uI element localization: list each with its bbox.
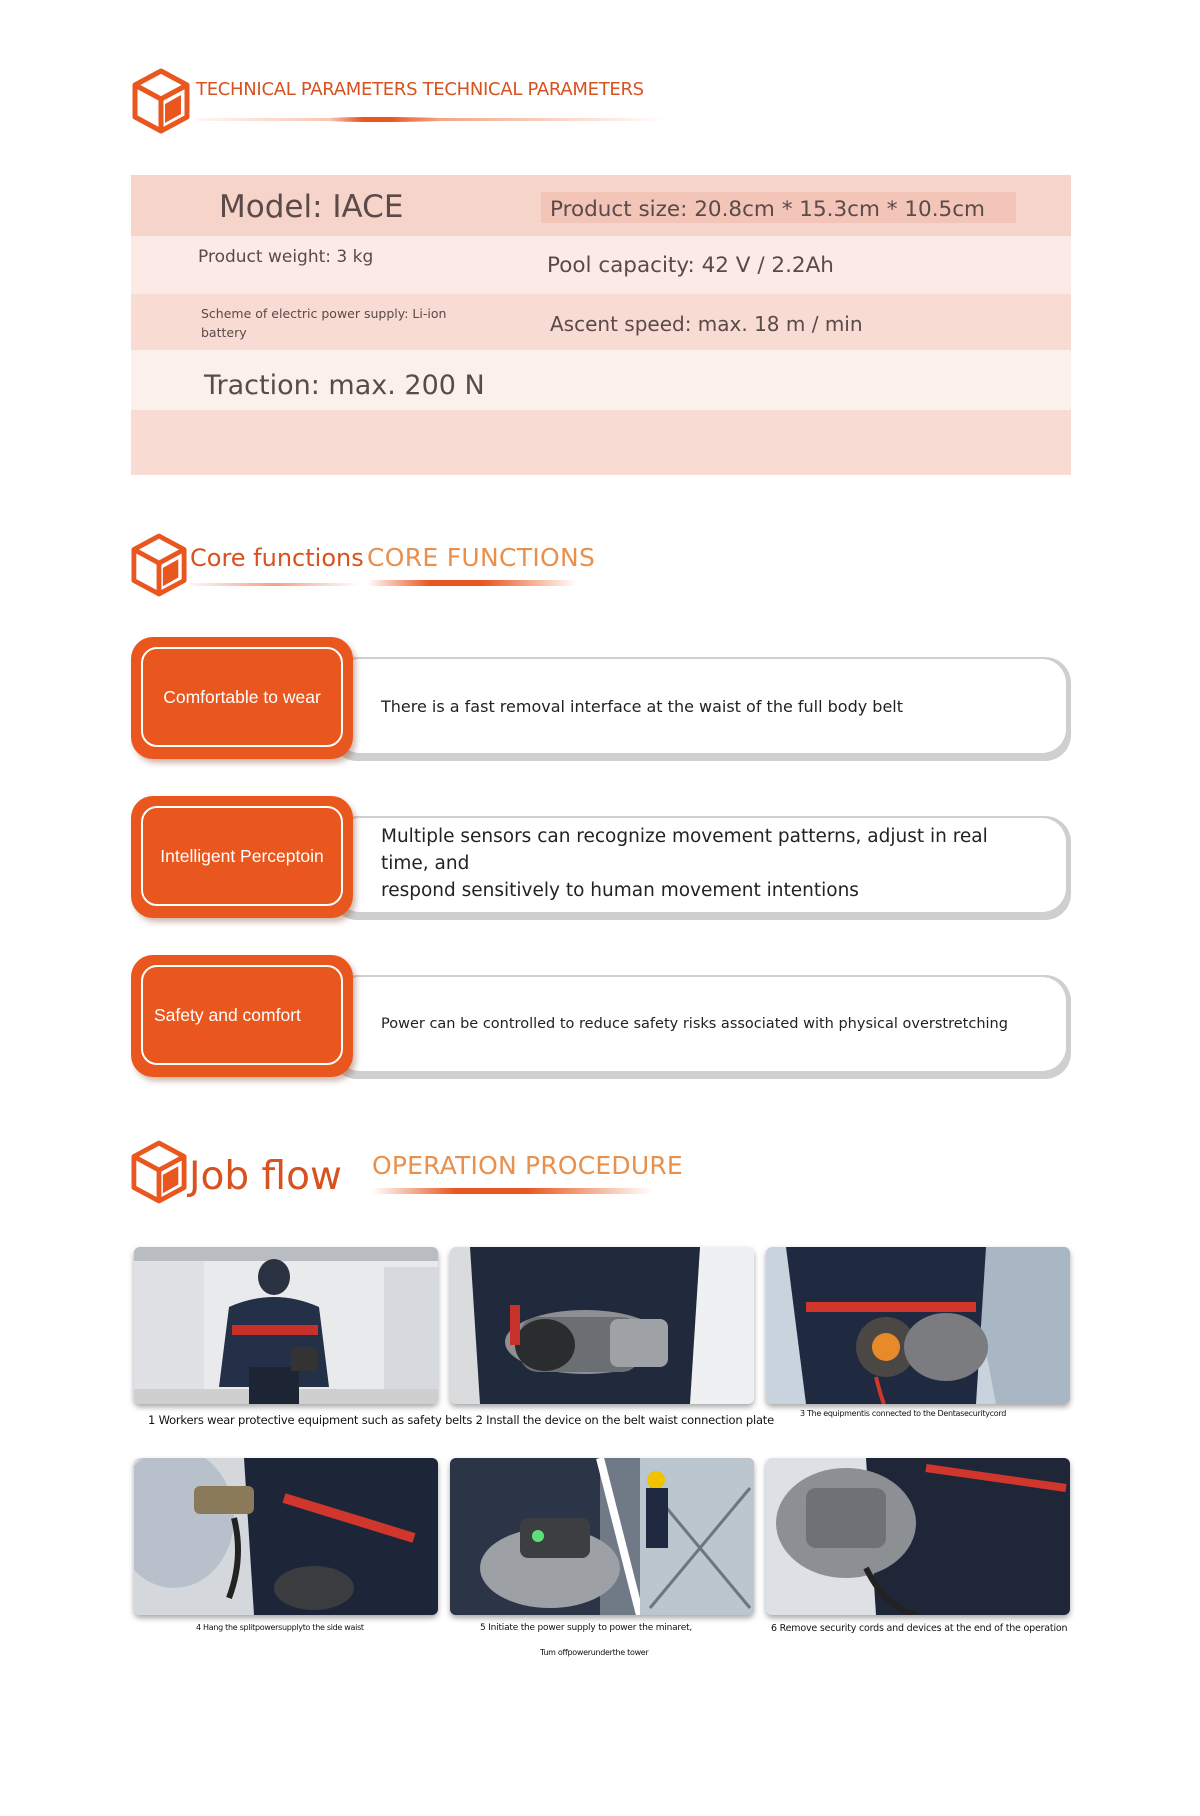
step-4-caption: 4 Hang the splitpowersupplyto the side waist <box>196 1623 364 1632</box>
section-subtitle-core: CORE FUNCTIONS <box>367 543 596 572</box>
model-value: Model: IACE <box>219 189 404 225</box>
product-size-value: Product size: 20.8cm * 15.3cm * 10.5cm <box>550 197 985 222</box>
pool-capacity-value: Pool capacity: 42 V / 2.2Ah <box>547 253 834 278</box>
core-function-badge <box>131 955 353 1077</box>
cube-logo-icon <box>132 68 190 134</box>
section-title-technical: TECHNICAL PARAMETERS TECHNICAL PARAMETERS <box>196 79 644 100</box>
step-3-photo <box>766 1247 1070 1404</box>
ascent-speed-value: Ascent speed: max. 18 m / min <box>550 312 863 336</box>
core-function-label: Intelligent Perceptoin <box>141 806 343 906</box>
step-5-caption: 5 Initiate the power supply to power the minaret, <box>480 1623 693 1633</box>
core-function-label: Comfortable to wear <box>141 647 343 747</box>
core-function-description: There is a fast removal interface at the waist of the full body belt <box>381 696 904 716</box>
core-function-label: Safety and comfort <box>141 965 343 1065</box>
core-function-badge <box>131 796 353 918</box>
core-function-card <box>131 955 1071 1079</box>
step-1-photo <box>134 1247 438 1404</box>
step-3-caption: 3 The equipmentis connected to the Dentasecuritycord <box>800 1409 1007 1418</box>
traction-value: Traction: max. 200 N <box>204 370 485 401</box>
tech-row <box>131 410 1071 475</box>
core-function-description: Power can be controlled to reduce safety risks associated with physical overstretching <box>381 1016 1008 1032</box>
core-function-badge <box>131 637 353 759</box>
section-underline-accent <box>367 580 577 586</box>
section-underline-accent <box>372 1188 652 1194</box>
core-function-card <box>131 796 1071 920</box>
cube-logo-icon <box>131 532 187 598</box>
step-4-photo <box>134 1458 438 1615</box>
tech-parameters-table <box>131 175 1071 475</box>
step-5-photo <box>450 1458 754 1615</box>
product-weight-value: Product weight: 3 kg <box>198 247 374 267</box>
core-function-description: Multiple sensors can recognize movement patterns, adjust in real time, and respond sensitively to human movement intentions <box>381 825 988 901</box>
core-function-card <box>131 637 1071 761</box>
section-title-job: Job flow <box>189 1154 342 1199</box>
step-6-caption: 6 Remove security cords and devices at the end of the operation <box>771 1623 1068 1634</box>
step-6-photo <box>766 1458 1070 1615</box>
step-5-caption-line2: Tum offpowerunderthe tower <box>540 1648 649 1657</box>
step-1-2-caption: 1 Workers wear protective equipment such as safety belts 2 Install the device on the belt waist connection plate <box>148 1413 774 1427</box>
power-scheme-value-line2: battery <box>201 325 247 340</box>
section-title-core: Core functions <box>190 544 364 572</box>
section-subtitle-job: OPERATION PROCEDURE <box>372 1151 683 1180</box>
step-2-photo <box>450 1247 754 1404</box>
section-underline-accent <box>330 117 440 122</box>
section-underline <box>190 583 360 586</box>
power-scheme-value: Scheme of electric power supply: Li-ion <box>201 306 447 321</box>
cube-logo-icon <box>131 1140 187 1204</box>
